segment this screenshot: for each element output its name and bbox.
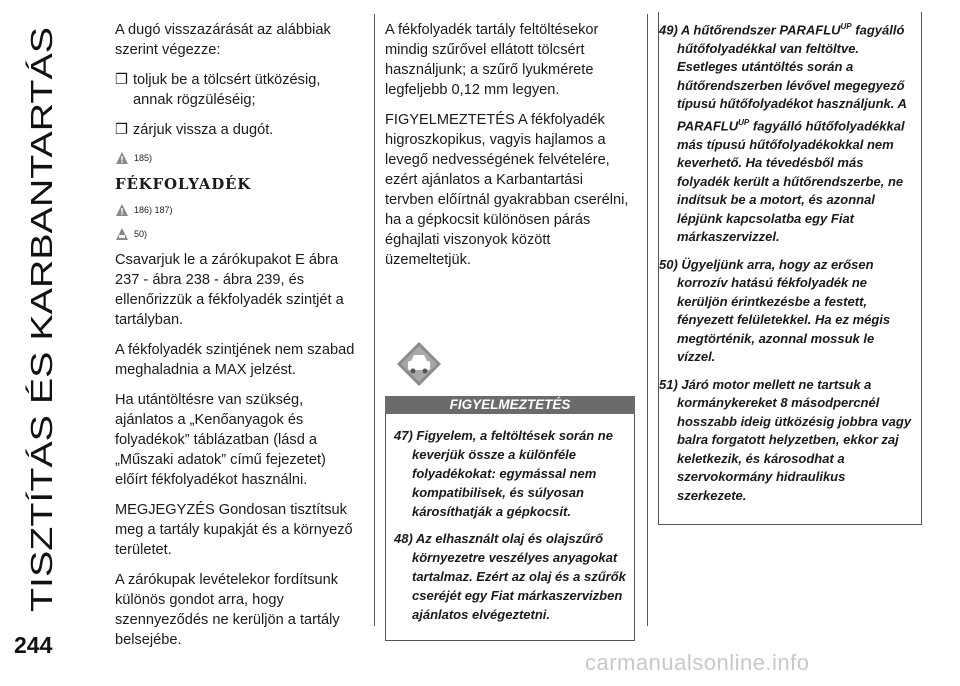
warning-box-continued bbox=[658, 12, 922, 525]
column-3 bbox=[658, 20, 920, 525]
column-1 bbox=[115, 20, 360, 660]
side-title bbox=[12, 12, 72, 612]
warning-item: 50) Ügyeljünk arra, hogy az erősen korrozív hatású fékfolyadék ne kerüljön érintkezésbe a festett, fényezett felületekkel. Ha ez mégis megtörténik, azonnal mossuk le vízzel. bbox=[659, 256, 891, 365]
bullet-item bbox=[115, 70, 360, 110]
warning-text: fagyálló hűtőfolyadékkal van feltöltve. Esetleges utántöltés során a hűtőrendszerben lévővel megegyező típusú hűtőfolyadékot használjunk. A PARAFLU bbox=[677, 22, 907, 134]
warning-box bbox=[385, 414, 635, 641]
superscript: UP bbox=[738, 117, 750, 127]
page-number: 244 bbox=[14, 632, 53, 658]
paragraph: FIGYELMEZTETÉS A fékfolyadék higroszkopikus, vagyis hajlamos a levegő nedvességének felvételére, ezért ajánlatos a Karbantartási tervben előírtnál gyakrabban cserélni, ha a gépkocsit különösen párás éghajlati viszonyok között üzemeltetjük. bbox=[385, 112, 629, 268]
paragraph: Csavarjuk le a zárókupakot E ábra 237 - ábra 238 - ábra 239, és ellenőrizzük a fékfolyadék szintjét a tartályban. bbox=[115, 252, 344, 328]
warning-triangle-icon bbox=[115, 151, 129, 165]
reference-text: 50) bbox=[134, 229, 148, 239]
reference-text: 186) 187) bbox=[134, 205, 173, 215]
car-warning-icon bbox=[395, 340, 443, 388]
reference-note bbox=[115, 200, 360, 220]
reference-note bbox=[115, 224, 360, 244]
intro-text: A dugó visszazárását az alábbiak szerint végezze: bbox=[115, 22, 331, 58]
superscript: UP bbox=[840, 22, 852, 31]
warning-item bbox=[659, 18, 913, 247]
warning-item: 48) Az elhasznált olaj és olajszűrő környezetre veszélyes anyagokat tartalmaz. Ezért az olaj és a szűrők cseréjét egy Fiat márkaszervizben ajánlatos elvégeztetni. bbox=[394, 531, 626, 622]
reference-text: 185) bbox=[134, 153, 153, 163]
bullet-text: toljuk be a tölcsért ütközésig, annak rögzüléséig; bbox=[133, 72, 321, 108]
paragraph: Ha utántöltésre van szükség, ajánlatos a „Kenőanyagok és folyadékok” táblázatban (lásd a „Műszaki adatok” című fejezetet) előírt fékfolyadékot használni. bbox=[115, 392, 326, 488]
bullet-text: zárjuk vissza a dugót. bbox=[133, 122, 274, 138]
watermark: carmanualsonline.info bbox=[585, 650, 810, 675]
checkbox-bullet-icon: ❒ bbox=[115, 72, 129, 88]
column-divider-2 bbox=[647, 14, 648, 626]
warning-item: 51) Járó motor mellett ne tartsuk a kormánykereket 8 másodpercnél hosszabb ideig ütközésig jobbra vagy balra forgatott helyzetben, ekkor zaj keletkezik, és károsodhat a szervokormány hidraulikus szerkezete. bbox=[659, 376, 912, 503]
bullet-item bbox=[115, 120, 360, 140]
column-2 bbox=[385, 20, 635, 641]
warning-item: 47) Figyelem, a feltöltések során ne keverjük össze a különféle folyadékokat: egymással nem kompatibilisek, és súlyosan károsíthatják a gépkocsit. bbox=[394, 428, 613, 519]
checkbox-bullet-icon: ❒ bbox=[115, 122, 129, 138]
warning-text: 49) A hűtőrendszer PARAFLU bbox=[659, 22, 841, 38]
column-divider-1 bbox=[374, 14, 375, 626]
warning-triangle-icon bbox=[115, 203, 129, 217]
side-title-text: TISZTÍTÁS ÉS KARBANTARTÁS bbox=[24, 151, 59, 612]
warning-text: fagyálló hűtőfolyadékkal más típusú hűtőfolyadékokkal nem keverhető. Ha tévedésből más folyadék került a hűtőrendszerbe, ne indítsuk be a motort, és azonnal lépjünk kapcsolatba egy Fiat márkaszervizzel. bbox=[677, 118, 905, 245]
paragraph: A fékfolyadék tartály feltöltésekor mindig szűrővel ellátott tölcsért használjunk; a szűrő lyukmérete legfeljebb 0,12 mm legyen. bbox=[385, 22, 599, 98]
paragraph: MEGJEGYZÉS Gondosan tisztítsuk meg a tartály kupakját és a környező területet. bbox=[115, 502, 353, 558]
warning-title: FIGYELMEZTETÉS bbox=[385, 396, 635, 414]
paragraph: A zárókupak levételekor fordítsunk különös gondot arra, hogy szennyeződés ne kerüljön a tartály belsejébe. bbox=[115, 572, 340, 648]
reference-note bbox=[115, 148, 360, 168]
paragraph: A fékfolyadék szintjének nem szabad meghaladnia a MAX jelzést. bbox=[115, 342, 355, 378]
car-warning-icon bbox=[115, 227, 129, 241]
section-heading: FÉKFOLYADÉK bbox=[115, 175, 252, 193]
